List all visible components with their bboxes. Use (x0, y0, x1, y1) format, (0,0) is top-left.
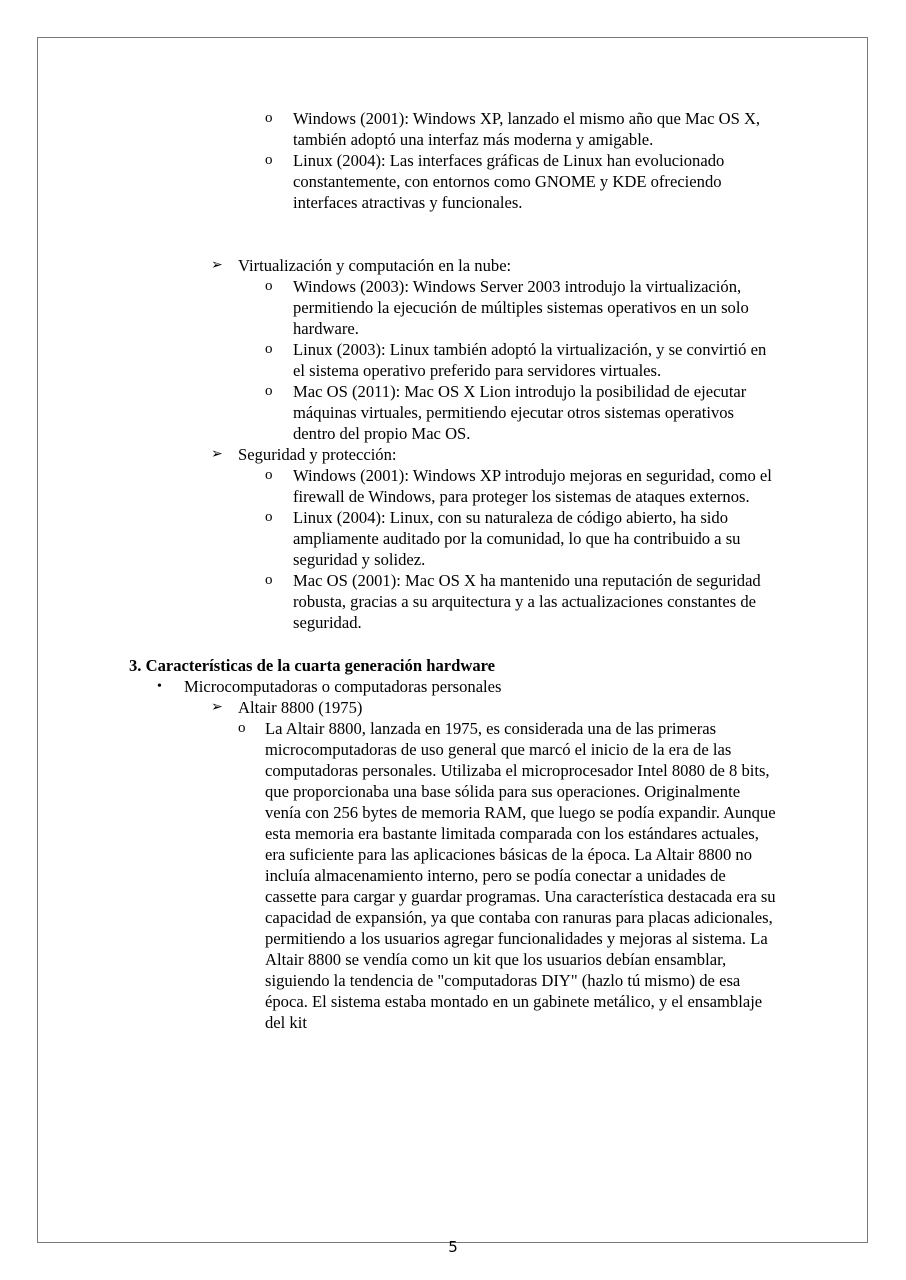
subsection-title: Seguridad y protección: (238, 445, 397, 464)
circle-bullet-icon: o (265, 572, 273, 588)
subsection-title: Virtualización y computación en la nube: (238, 256, 512, 275)
list-item (265, 381, 778, 444)
arrow-bullet-icon: ➢ (211, 700, 223, 715)
circle-bullet-icon: o (265, 152, 273, 168)
list-item (265, 150, 778, 213)
list-item-text: Windows (2001): Windows XP introdujo mejoras en seguridad, como el firewall de Windows, para proteger los sistemas de ataques externos. (293, 466, 772, 506)
list-item-text: Linux (2004): Las interfaces gráficas de Linux han evolucionado constantemente, con entornos como GNOME y KDE ofreciendo interfaces atractivas y funcionales. (293, 151, 725, 212)
section-security-title (211, 444, 778, 465)
section-virtualization-title (211, 255, 778, 276)
list-item (238, 718, 778, 1033)
arrow-bullet-icon: ➢ (211, 258, 223, 273)
arrow-bullet-icon: ➢ (211, 447, 223, 462)
list-item (265, 570, 778, 633)
circle-bullet-icon: o (265, 341, 273, 357)
circle-bullet-icon: o (265, 278, 273, 294)
list-item (265, 465, 778, 507)
list-item (265, 276, 778, 339)
list-item (265, 108, 778, 150)
circle-bullet-icon: o (265, 509, 273, 525)
list-item-text: Mac OS (2001): Mac OS X ha mantenido una reputación de seguridad robusta, gracias a su arquitectura y a las actualizaciones constantes de seguridad. (293, 571, 761, 632)
circle-bullet-icon: o (265, 467, 273, 483)
circle-bullet-icon: o (265, 110, 273, 126)
list-item (265, 339, 778, 381)
paragraph-text: La Altair 8800, lanzada en 1975, es considerada una de las primeras microcomputadoras de uso general que marcó el inicio de la era de las computadoras personales. Utilizaba el microprocesador Intel 8080 de 8 bits, que proporcionaba una base sólida para sus operaciones. Originalmente venía con 256 bytes de memoria RAM, que luego se podía expandir. Aunque esta memoria era bastante limitada comparada con los estándares actuales, era suficiente para las aplicaciones básicas de la época. La Altair 8800 no incluía almacenamiento interno, pero se podía conectar a unidades de cassette para cargar y guardar programas. Una característica destacada era su capacidad de expansión, ya que contaba con ranuras para placas adicionales, permitiendo a los usuarios agregar funcionalidades y mejoras al sistema. La Altair 8800 se vendía como un kit que los usuarios debían ensamblar, siguiendo la tendencia de "computadoras DIY" (hazlo tú mismo) de esa época. El sistema estaba montado en un gabinete metálico, y el ensamblaje del kit (265, 719, 776, 1032)
list-item-text: Windows (2001): Windows XP, lanzado el mismo año que Mac OS X, también adoptó una interfaz más moderna y amigable. (293, 109, 761, 149)
list-item-text: Linux (2004): Linux, con su naturaleza de código abierto, ha sido ampliamente auditado por la comunidad, lo que ha contribuido a su seguridad y solidez. (293, 508, 741, 569)
subsection-altair-title (211, 697, 778, 718)
disc-bullet-icon: • (157, 679, 162, 694)
page-number: 5 (448, 1238, 458, 1256)
circle-bullet-icon: o (238, 720, 246, 736)
section-heading: 3. Características de la cuarta generación hardware (129, 656, 496, 675)
bullet-item-text: Microcomputadoras o computadoras personales (184, 677, 502, 696)
list-item-text: Windows (2003): Windows Server 2003 introdujo la virtualización, permitiendo la ejecución de múltiples sistemas operativos en un solo hardware. (293, 277, 749, 338)
spacer (0, 213, 906, 255)
bullet-item (157, 676, 778, 697)
circle-bullet-icon: o (265, 383, 273, 399)
document-body (0, 108, 906, 1033)
list-item-text: Mac OS (2011): Mac OS X Lion introdujo la posibilidad de ejecutar máquinas virtuales, permitiendo ejecutar otros sistemas operativos dentro del propio Mac OS. (293, 382, 747, 443)
subsection-title: Altair 8800 (1975) (238, 698, 363, 717)
list-item-text: Linux (2003): Linux también adoptó la virtualización, y se convirtió en el sistema operativo preferido para servidores virtuales. (293, 340, 767, 380)
list-item (265, 507, 778, 570)
